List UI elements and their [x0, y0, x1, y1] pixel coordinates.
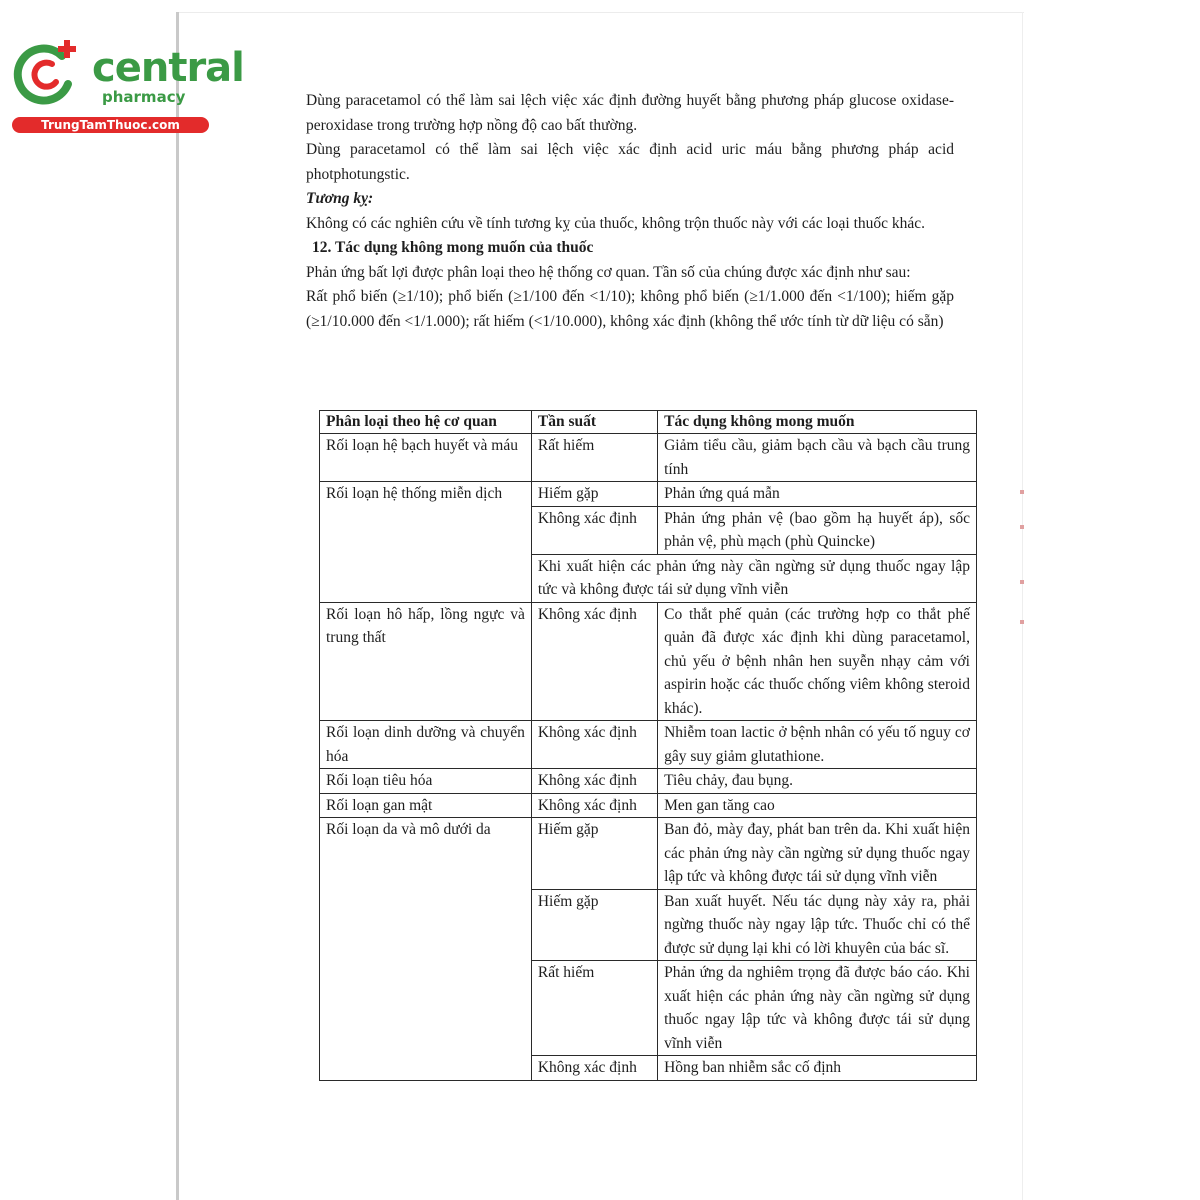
table-row — [320, 793, 977, 818]
frequency-cell: Không xác định — [531, 506, 657, 554]
frequency-cell: Rất hiếm — [531, 434, 657, 482]
frequency-cell: Không xác định — [531, 769, 657, 794]
frequency-cell: Hiếm gặp — [531, 889, 657, 961]
paragraph-classification: Phản ứng bất lợi được phân loại theo hệ thống cơ quan. Tần số của chúng được xác định như sau: — [306, 263, 911, 281]
frequency-cell: Không xác định — [531, 721, 657, 769]
effect-cell: Phản ứng da nghiêm trọng đã được báo cáo. Khi xuất hiện các phản ứng này cần ngừng sử dụng thuốc ngay lập tức và không được tái sử dụng vĩnh viễn — [658, 961, 977, 1056]
warning-note-cell: Khi xuất hiện các phản ứng này cần ngừng sử dụng thuốc ngay lập tức và không được tái sử dụng vĩnh viễn — [531, 554, 976, 602]
scan-mark — [1020, 620, 1024, 624]
table-row — [320, 434, 977, 482]
paragraph-glucose: Dùng paracetamol có thể làm sai lệch việc xác định đường huyết bằng phương pháp glucose oxidase-peroxidase trong trường hợp nồng độ cao bất thường. — [306, 92, 954, 134]
frequency-cell: Không xác định — [531, 793, 657, 818]
adverse-effects-table — [319, 410, 977, 1081]
effect-cell: Co thắt phế quản (các trường hợp co thắt phế quản đã được xác định khi dùng paracetamol, chủ yếu ở bệnh nhân hen suyễn nhạy cảm với aspirin hoặc các thuốc chống viêm không steroid khác). — [658, 602, 977, 721]
effect-cell: Giảm tiểu cầu, giảm bạch cầu và bạch cầu trung tính — [658, 434, 977, 482]
organ-cell: Rối loạn hô hấp, lồng ngực và trung thất — [320, 602, 532, 721]
scan-mark — [1020, 580, 1024, 584]
effect-cell: Phản ứng quá mẫn — [658, 482, 977, 507]
logo-brand-name: central — [92, 45, 244, 91]
organ-cell: Rối loạn dinh dưỡng và chuyển hóa — [320, 721, 532, 769]
frequency-cell: Không xác định — [531, 1056, 657, 1081]
table-row — [320, 602, 977, 721]
frequency-cell: Hiếm gặp — [531, 818, 657, 890]
column-header: Tác dụng không mong muốn — [658, 411, 977, 434]
frequency-cell: Không xác định — [531, 602, 657, 721]
effect-cell: Men gan tăng cao — [658, 793, 977, 818]
paragraph-incompatibility: Không có các nghiên cứu về tính tương kỵ của thuốc, không trộn thuốc này với các loại thuốc khác. — [306, 214, 926, 232]
central-pharmacy-logo[interactable] — [12, 38, 244, 138]
table-row — [320, 482, 977, 507]
organ-cell: Rối loạn da và mô dưới da — [320, 818, 532, 1081]
organ-cell: Rối loạn gan mật — [320, 793, 532, 818]
frequency-cell: Hiếm gặp — [531, 482, 657, 507]
effect-cell: Tiêu chảy, đau bụng. — [658, 769, 977, 794]
table-row — [320, 721, 977, 769]
effect-cell: Nhiễm toan lactic ở bệnh nhân có yếu tố nguy cơ gây suy giảm glutathione. — [658, 721, 977, 769]
scan-mark — [1020, 525, 1024, 529]
effect-cell: Phản ứng phản vệ (bao gồm hạ huyết áp), sốc phản vệ, phù mạch (phù Quincke) — [658, 506, 977, 554]
effect-cell: Ban xuất huyết. Nếu tác dụng này xảy ra, phải ngừng thuốc này ngay lập tức. Thuốc chỉ có thể được sử dụng lại khi có lời khuyên của bác sĩ. — [658, 889, 977, 961]
column-header: Phân loại theo hệ cơ quan — [320, 411, 532, 434]
effect-cell: Ban đỏ, mày đay, phát ban trên da. Khi xuất hiện các phản ứng này cần ngừng sử dụng thuốc ngay lập tức và không được tái sử dụng vĩnh viễn — [658, 818, 977, 890]
scan-right-edge — [1022, 12, 1023, 1200]
frequency-cell: Rất hiếm — [531, 961, 657, 1056]
table-row — [320, 818, 977, 890]
column-header: Tần suất — [531, 411, 657, 434]
effect-cell: Hồng ban nhiễm sắc cố định — [658, 1056, 977, 1081]
table-header-row — [320, 411, 977, 434]
organ-cell: Rối loạn tiêu hóa — [320, 769, 532, 794]
scan-mark — [1020, 490, 1024, 494]
organ-cell: Rối loạn hệ bạch huyết và máu — [320, 434, 532, 482]
paragraph-frequency-definitions: Rất phổ biến (≥1/10); phổ biến (≥1/100 đến <1/10); không phổ biến (≥1/1.000 đến <1/100); hiếm gặp (≥1/10.000 đến <1/1.000); rất hiếm (<1/10.000), không xác định (không thể ước tính từ dữ liệu có sẵn) — [306, 288, 954, 330]
logo-site-url[interactable]: TrungTamThuoc.com — [12, 117, 209, 133]
table-row — [320, 769, 977, 794]
scan-page-edge — [176, 12, 179, 1200]
organ-cell: Rối loạn hệ thống miễn dịch — [320, 482, 532, 603]
document-body — [306, 89, 954, 334]
pharmacy-logo-icon — [12, 38, 84, 110]
paragraph-uric-acid: Dùng paracetamol có thể làm sai lệch việc xác định acid uric máu bằng phương pháp acid photphotungstic. — [306, 141, 954, 183]
scan-top-edge — [179, 12, 1024, 13]
logo-brand-sub: pharmacy — [102, 88, 186, 106]
incompatibility-heading: Tương kỵ: — [306, 190, 374, 207]
section-title: 12. Tác dụng không mong muốn của thuốc — [312, 239, 594, 256]
